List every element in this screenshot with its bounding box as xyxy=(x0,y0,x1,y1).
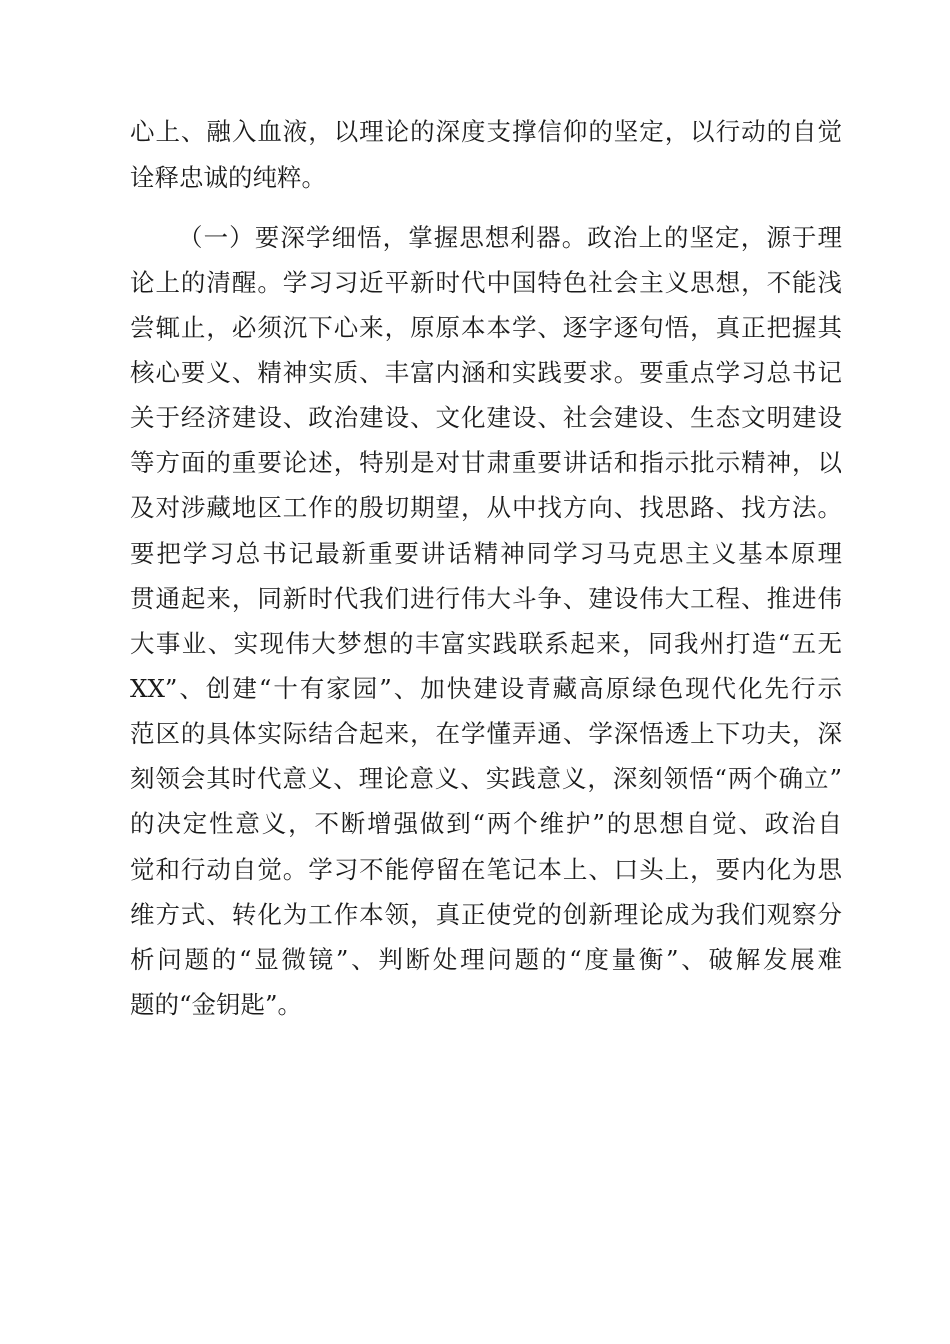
paragraph-2-line-4: 核心要义、精神实质、丰富内涵和实践要求。要重点学习总书记 xyxy=(130,358,842,387)
paragraph-2-line-18: 题的“金钥匙”。 xyxy=(130,990,303,1019)
paragraph-2-line-8: 要把学习总书记最新重要讲话精神同学习马克思主义基本原理 xyxy=(130,539,842,568)
paragraph-2-line-14: 的决定性意义，不断增强做到“两个维护”的思想自觉、政治自 xyxy=(130,809,842,838)
paragraph-2-line-10: 大事业、实现伟大梦想的丰富实践联系起来，同我州打造“五无 xyxy=(130,629,842,658)
paragraph-2-line-11: XX”、创建“十有家园”、加快建设青藏高原绿色现代化先行示 xyxy=(130,674,842,703)
paragraph-2-line-17: 析问题的“显微镜”、判断处理问题的“度量衡”、破解发展难 xyxy=(130,945,842,974)
paragraph-2-line-2: 论上的清醒。学习习近平新时代中国特色社会主义思想，不能浅 xyxy=(130,268,842,297)
paragraph-2-line-6: 等方面的重要论述，特别是对甘肃重要讲话和指示批示精神，以 xyxy=(130,448,842,477)
paragraph-2-line-13: 刻领会其时代意义、理论意义、实践意义，深刻领悟“两个确立” xyxy=(130,764,842,793)
paragraph-1-line-2: 诠释忠诚的纯粹。 xyxy=(130,163,326,192)
paragraph-2-line-5: 关于经济建设、政治建设、文化建设、社会建设、生态文明建设 xyxy=(130,403,842,432)
paragraph-2-line-7: 及对涉藏地区工作的殷切期望，从中找方向、找思路、找方法。 xyxy=(130,493,842,522)
paragraph-2-line-16: 维方式、转化为工作本领，真正使党的创新理论成为我们观察分 xyxy=(130,900,842,929)
paragraph-2-line-9: 贯通起来，同新时代我们进行伟大斗争、建设伟大工程、推进伟 xyxy=(130,584,842,613)
paragraph-2-line-15: 觉和行动自觉。学习不能停留在笔记本上、口头上，要内化为思 xyxy=(130,855,842,884)
paragraph-2-heading-line: （一）要深学细悟，掌握思想利器。政治上的坚定，源于理 xyxy=(178,223,842,252)
paragraph-2-line-3: 尝辄止，必须沉下心来，原原本本学、逐字逐句悟，真正把握其 xyxy=(130,313,842,342)
paragraph-2-line-12: 范区的具体实际结合起来，在学懂弄通、学深悟透上下功夫，深 xyxy=(130,719,842,748)
paragraph-1-line-1: 心上、融入血液，以理论的深度支撑信仰的坚定，以行动的自觉 xyxy=(130,117,842,146)
